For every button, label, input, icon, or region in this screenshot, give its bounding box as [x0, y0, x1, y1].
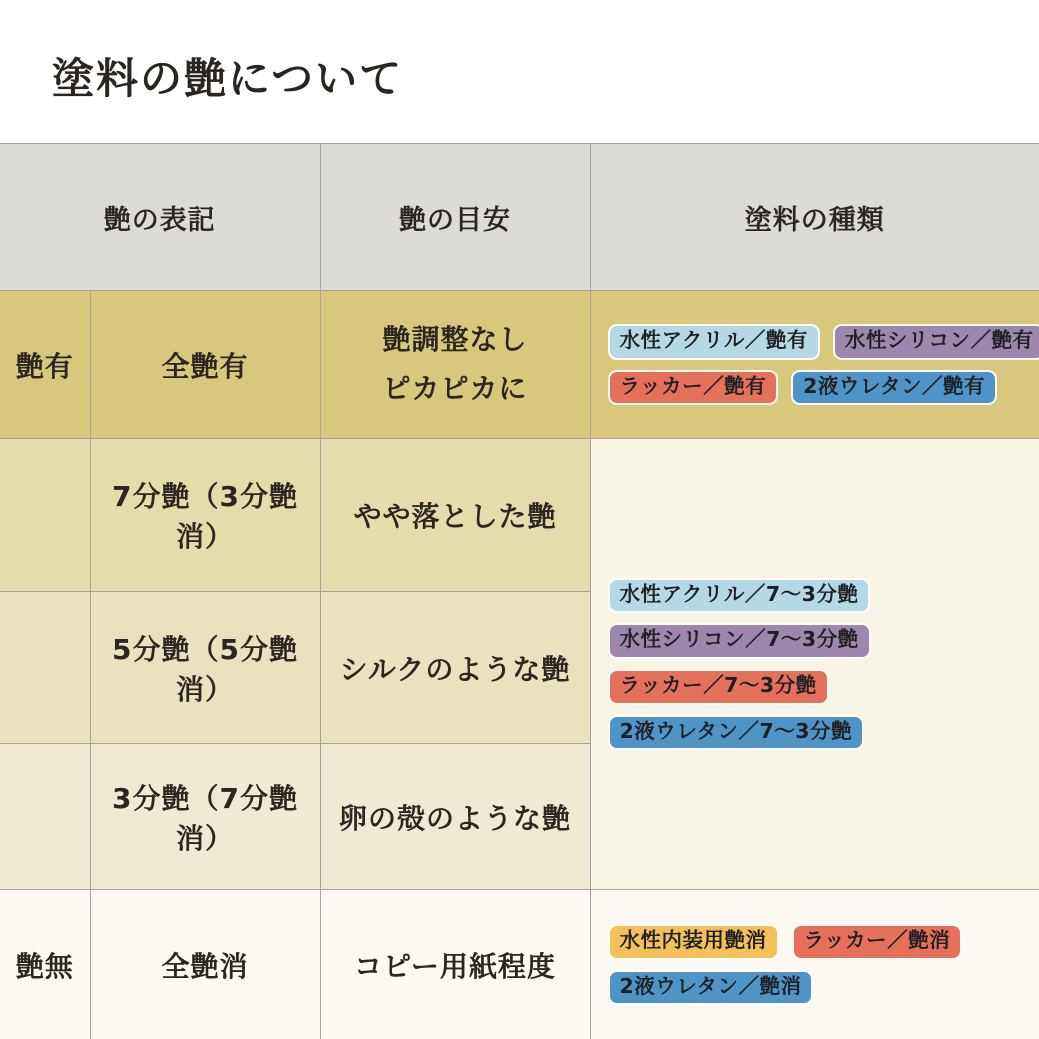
cell-guide-glossy: [320, 291, 590, 439]
cell-category-empty-3: [0, 744, 90, 890]
gloss-table: [0, 143, 1039, 1039]
cell-notation-glossy: 全艶有: [90, 291, 320, 439]
paint-badge: 水性アクリル／艶有: [608, 324, 820, 360]
cell-guide-gloss7: やや落とした艶: [320, 439, 590, 592]
paint-badge: 2液ウレタン／艶消: [608, 970, 814, 1006]
cell-category-empty-2: [0, 592, 90, 744]
cell-paints-glossy: [590, 291, 1039, 439]
guide-glossy-text: [321, 316, 590, 412]
cell-paints-matte: [590, 890, 1039, 1039]
paint-badge: 2液ウレタン／艶有: [791, 370, 997, 406]
cell-guide-gloss5: シルクのような艶: [320, 592, 590, 744]
cell-category-glossy: 艶有: [0, 291, 90, 439]
cell-paints-mid: [590, 439, 1039, 890]
paint-badge: ラッカー／7〜3分艶: [608, 669, 829, 705]
paint-badge: 水性シリコン／艶有: [833, 324, 1039, 360]
guide-glossy-line1: 艶調整なし: [382, 323, 528, 357]
guide-glossy-line2: ピカピカに: [382, 371, 528, 405]
cell-notation-gloss7: 7分艶（3分艶消）: [90, 439, 320, 592]
cell-category-matte: 艶無: [0, 890, 90, 1039]
matte-badge-line-2: [608, 970, 1039, 1006]
row-matte: [0, 890, 1039, 1039]
paint-badge: 水性内装用艶消: [608, 924, 779, 960]
paint-badge: 水性アクリル／7〜3分艶: [608, 578, 871, 614]
page-title: 塗料の艶について: [52, 54, 404, 103]
row-glossy: [0, 291, 1039, 439]
paint-badge: 水性シリコン／7〜3分艶: [608, 623, 871, 659]
cell-guide-matte: コピー用紙程度: [320, 890, 590, 1039]
matte-badge-line-1: [608, 924, 1039, 960]
cell-notation-matte: 全艶消: [90, 890, 320, 1039]
cell-notation-gloss5: 5分艶（5分艶消）: [90, 592, 320, 744]
glossy-badge-line-2: [608, 370, 1039, 406]
glossy-badge-line-1: [608, 324, 1039, 360]
paint-badge: ラッカー／艶消: [792, 924, 963, 960]
cell-guide-gloss3: 卵の殻のような艶: [320, 744, 590, 890]
paint-badge: ラッカー／艶有: [608, 370, 779, 406]
cell-notation-gloss3: 3分艶（7分艶消）: [90, 744, 320, 890]
mid-badge-stack: [608, 578, 1039, 751]
row-gloss7: [0, 439, 1039, 592]
header-paint-types: 塗料の種類: [590, 144, 1039, 291]
header-guide: 艶の目安: [320, 144, 590, 291]
cell-category-empty-1: [0, 439, 90, 592]
paint-badge: 2液ウレタン／7〜3分艶: [608, 715, 864, 751]
header-row: [0, 144, 1039, 291]
header-notation: 艶の表記: [0, 144, 320, 291]
